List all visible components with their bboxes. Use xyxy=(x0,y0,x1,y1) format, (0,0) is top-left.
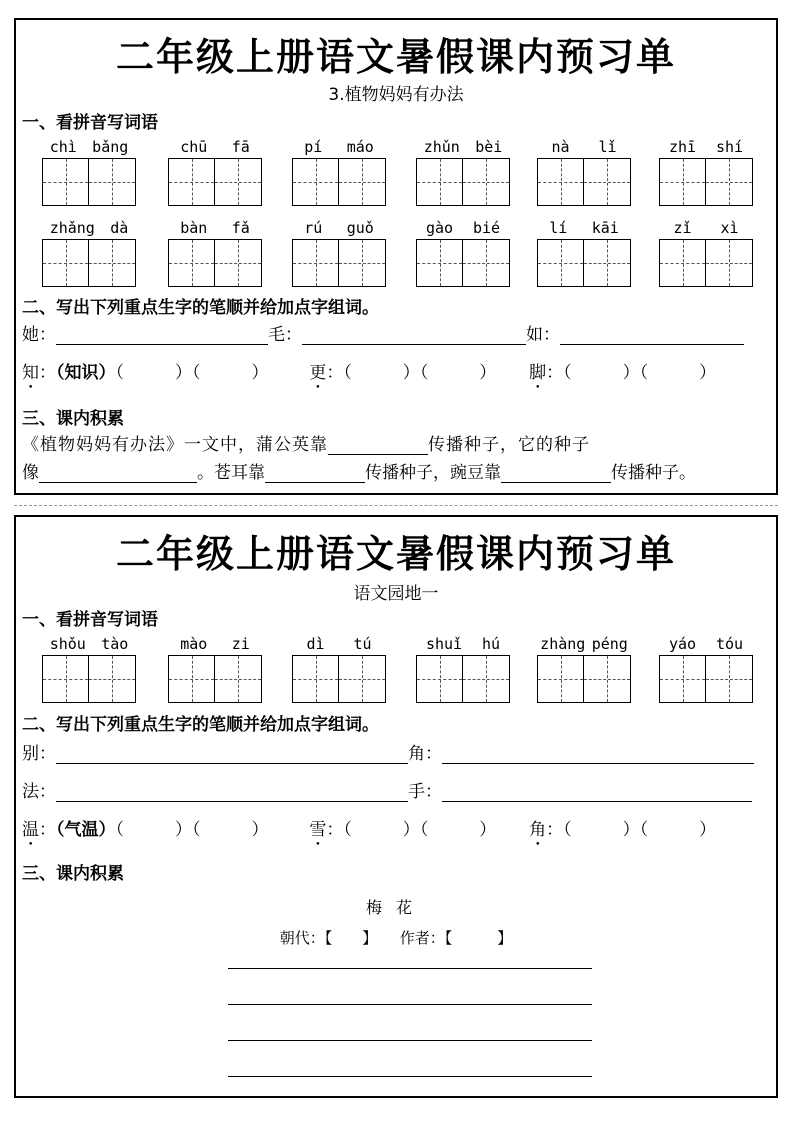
writing-cell[interactable] xyxy=(463,240,509,286)
pinyin-syllable: máo xyxy=(346,138,374,156)
dotted-char: 温 xyxy=(22,820,39,840)
writing-cell[interactable] xyxy=(169,159,215,205)
tianzige-grid xyxy=(292,655,386,703)
pinyin-syllable: zhǎng xyxy=(49,219,95,237)
tianzige-grid xyxy=(42,239,136,287)
tianzige-grid xyxy=(659,655,753,703)
writing-cell[interactable] xyxy=(417,159,463,205)
answer-paren[interactable]: （ ） xyxy=(639,363,717,383)
section-3-heading: 三、课内积累 xyxy=(22,864,124,884)
tianzige-grid xyxy=(659,239,753,287)
writing-cell[interactable] xyxy=(463,656,509,702)
writing-cell[interactable] xyxy=(417,656,463,702)
answer-blank[interactable] xyxy=(56,324,268,345)
answer-blank[interactable] xyxy=(442,743,754,764)
pinyin-syllable: zhī xyxy=(668,138,697,156)
stroke-order-row xyxy=(22,320,744,345)
pinyin-syllable: chū xyxy=(180,138,208,156)
stroke-char-label: 手： xyxy=(408,782,442,802)
pinyin-label xyxy=(416,138,510,156)
pinyin-label xyxy=(659,635,753,653)
writing-cell[interactable] xyxy=(339,159,385,205)
dotted-char: 角 xyxy=(529,820,547,840)
writing-cell[interactable] xyxy=(215,240,261,286)
pinyin-syllable: bǎng xyxy=(92,138,129,156)
dotted-char: 脚 xyxy=(529,363,547,383)
pinyin-syllable: mào xyxy=(180,635,208,653)
writing-cell[interactable] xyxy=(89,240,135,286)
pinyin-label xyxy=(168,635,262,653)
pinyin-syllable: gào xyxy=(425,219,454,237)
writing-cell[interactable] xyxy=(538,240,584,286)
writing-cell[interactable] xyxy=(169,656,215,702)
colon: ： xyxy=(39,820,56,840)
section-1-heading: 一、看拼音写词语 xyxy=(22,610,158,630)
stroke-char-label: 别： xyxy=(22,744,56,764)
writing-cell[interactable] xyxy=(463,159,509,205)
fill-text-line-2 xyxy=(22,458,696,483)
pinyin-label xyxy=(537,635,631,653)
tianzige-grid xyxy=(168,239,262,287)
colon: ： xyxy=(326,363,344,383)
section-3-heading: 三、课内积累 xyxy=(22,409,124,429)
pinyin-label xyxy=(537,219,631,237)
tianzige-grid xyxy=(42,655,136,703)
writing-cell[interactable] xyxy=(89,656,135,702)
poem-meta: 朝代：【 】 作者：【 】 xyxy=(279,929,513,947)
fill-text-line-1 xyxy=(22,430,590,455)
pinyin-syllable: dì xyxy=(306,635,325,653)
pinyin-row-1 xyxy=(16,635,776,705)
pinyin-syllable: péng xyxy=(591,635,628,653)
tianzige-grid xyxy=(292,239,386,287)
writing-cell[interactable] xyxy=(43,656,89,702)
worksheet-unit-1 xyxy=(14,515,778,1098)
writing-cell[interactable] xyxy=(43,159,89,205)
writing-cell[interactable] xyxy=(706,159,752,205)
pinyin-label xyxy=(292,138,386,156)
answer-blank[interactable] xyxy=(56,743,408,764)
tianzige-grid xyxy=(537,158,631,206)
tianzige-grid xyxy=(292,158,386,206)
answer-blank[interactable] xyxy=(560,324,744,345)
pinyin-label xyxy=(42,635,136,653)
pinyin-label xyxy=(168,219,262,237)
answer-paren[interactable]: （ ） xyxy=(343,820,420,840)
writing-cell[interactable] xyxy=(660,656,706,702)
poem-title: 梅花 xyxy=(365,898,426,917)
pinyin-syllable: bàn xyxy=(180,219,208,237)
page-title: 二年级上册语文暑假课内预习单 xyxy=(115,35,676,79)
section-2-heading: 二、写出下列重点生字的笔顺并给加点字组词。 xyxy=(22,715,379,735)
poem-answer-line[interactable] xyxy=(228,1004,592,1005)
writing-cell[interactable] xyxy=(169,240,215,286)
answer-paren[interactable]: （ ） xyxy=(192,820,269,840)
pinyin-syllable: tào xyxy=(101,635,129,653)
writing-cell[interactable] xyxy=(584,240,630,286)
writing-cell[interactable] xyxy=(706,240,752,286)
writing-cell[interactable] xyxy=(538,159,584,205)
answer-paren[interactable]: （ ） xyxy=(639,820,717,840)
tianzige-grid xyxy=(537,655,631,703)
tianzige-grid xyxy=(659,158,753,206)
pinyin-syllable: tóu xyxy=(715,635,744,653)
answer-blank[interactable] xyxy=(501,462,611,483)
tianzige-grid xyxy=(537,239,631,287)
pinyin-syllable: shǒu xyxy=(49,635,86,653)
writing-cell[interactable] xyxy=(293,240,339,286)
pinyin-syllable: tú xyxy=(353,635,372,653)
pinyin-syllable: shuǐ xyxy=(425,635,463,653)
tianzige-grid xyxy=(42,158,136,206)
section-2-heading: 二、写出下列重点生字的笔顺并给加点字组词。 xyxy=(22,298,379,318)
pinyin-label xyxy=(416,219,510,237)
writing-cell[interactable] xyxy=(538,656,584,702)
poem-answer-line[interactable] xyxy=(228,1076,592,1077)
poem-answer-line[interactable] xyxy=(228,968,592,969)
stroke-char-label: 角： xyxy=(408,744,442,764)
answer-blank[interactable] xyxy=(265,462,365,483)
tianzige-grid xyxy=(168,158,262,206)
writing-cell[interactable] xyxy=(293,159,339,205)
answer-paren[interactable]: （ ） xyxy=(419,363,497,383)
dotted-char: 更 xyxy=(309,363,327,383)
pinyin-syllable: dà xyxy=(110,219,129,237)
dotted-char: 雪 xyxy=(309,820,327,840)
pinyin-syllable: fā xyxy=(231,138,250,156)
answer-paren[interactable]: （ ） xyxy=(115,820,192,840)
writing-cell[interactable] xyxy=(339,240,385,286)
colon: ： xyxy=(546,363,564,383)
lesson-title: 语文园地一 xyxy=(353,584,439,604)
writing-cell[interactable] xyxy=(706,656,752,702)
fill-text: 传播种子，豌豆靠 xyxy=(365,463,501,483)
cut-line xyxy=(14,505,778,506)
writing-cell[interactable] xyxy=(293,656,339,702)
fill-text: 。苍耳靠 xyxy=(197,463,265,483)
pinyin-syllable: rú xyxy=(304,219,323,237)
pinyin-syllable: chì xyxy=(49,138,77,156)
pinyin-syllable: zǐ xyxy=(673,219,692,237)
page-title: 二年级上册语文暑假课内预习单 xyxy=(115,532,676,576)
pinyin-syllable: nà xyxy=(551,138,570,156)
writing-cell[interactable] xyxy=(215,159,261,205)
fill-text: 传播种子。 xyxy=(611,463,696,483)
stroke-char-label: 她： xyxy=(22,325,56,345)
example-word: （知识） xyxy=(56,363,116,383)
fill-text: 像 xyxy=(22,463,39,483)
worksheet-lesson-3 xyxy=(14,18,778,495)
pinyin-row-2 xyxy=(16,219,776,289)
pinyin-syllable: xì xyxy=(720,219,739,237)
answer-blank[interactable] xyxy=(39,462,197,483)
poem-answer-line[interactable] xyxy=(228,1040,592,1041)
answer-blank[interactable] xyxy=(442,781,752,802)
answer-paren[interactable]: （ ） xyxy=(192,363,269,383)
pinyin-syllable: zhǔn xyxy=(423,138,460,156)
pinyin-syllable: yáo xyxy=(668,635,697,653)
pinyin-label xyxy=(292,635,386,653)
colon: ： xyxy=(39,363,56,383)
answer-paren[interactable]: （ ） xyxy=(563,363,640,383)
pinyin-label xyxy=(292,219,386,237)
pinyin-syllable: lí xyxy=(549,219,568,237)
pinyin-syllable: zi xyxy=(231,635,250,653)
example-word: （气温） xyxy=(56,820,116,840)
pinyin-syllable: hú xyxy=(481,635,501,653)
colon: ： xyxy=(546,820,564,840)
answer-paren[interactable]: （ ） xyxy=(563,820,640,840)
section-1-heading: 一、看拼音写词语 xyxy=(22,113,158,133)
pinyin-label xyxy=(416,635,510,653)
fill-text: 传播种子，它的种子 xyxy=(428,435,590,455)
tianzige-grid xyxy=(416,239,510,287)
writing-cell[interactable] xyxy=(584,159,630,205)
pinyin-syllable: guǒ xyxy=(346,219,374,237)
answer-blank[interactable] xyxy=(328,434,428,455)
writing-cell[interactable] xyxy=(584,656,630,702)
stroke-order-row-1 xyxy=(22,739,754,764)
pinyin-label xyxy=(659,138,753,156)
word-group-row xyxy=(22,358,716,393)
stroke-order-row-2 xyxy=(22,777,752,802)
pinyin-syllable: pí xyxy=(304,138,323,156)
answer-paren[interactable]: （ ） xyxy=(115,363,192,383)
pinyin-syllable: fǎ xyxy=(231,219,250,237)
answer-paren[interactable]: （ ） xyxy=(343,363,420,383)
pinyin-syllable: kāi xyxy=(591,219,619,237)
pinyin-label xyxy=(537,138,631,156)
pinyin-label xyxy=(168,138,262,156)
answer-paren[interactable]: （ ） xyxy=(419,820,497,840)
answer-blank[interactable] xyxy=(302,324,526,345)
dotted-char: 知 xyxy=(22,363,39,383)
stroke-char-label: 毛： xyxy=(268,325,302,345)
writing-cell[interactable] xyxy=(660,240,706,286)
writing-cell[interactable] xyxy=(417,240,463,286)
pinyin-syllable: lǐ xyxy=(598,138,617,156)
writing-cell[interactable] xyxy=(339,656,385,702)
fill-text: 《植物妈妈有办法》一文中，蒲公英靠 xyxy=(22,435,328,455)
tianzige-grid xyxy=(416,655,510,703)
colon: ： xyxy=(326,820,344,840)
lesson-title: 3.植物妈妈有办法 xyxy=(328,85,464,105)
pinyin-label xyxy=(42,219,136,237)
writing-cell[interactable] xyxy=(89,159,135,205)
tianzige-grid xyxy=(416,158,510,206)
pinyin-syllable: bèi xyxy=(475,138,503,156)
writing-cell[interactable] xyxy=(215,656,261,702)
pinyin-label xyxy=(42,138,136,156)
stroke-char-label: 如： xyxy=(526,325,560,345)
stroke-char-label: 法： xyxy=(22,782,56,802)
pinyin-label xyxy=(659,219,753,237)
answer-blank[interactable] xyxy=(56,781,408,802)
tianzige-grid xyxy=(168,655,262,703)
pinyin-syllable: bié xyxy=(472,219,501,237)
pinyin-syllable: shí xyxy=(715,138,744,156)
word-group-row xyxy=(22,815,716,850)
writing-cell[interactable] xyxy=(660,159,706,205)
writing-cell[interactable] xyxy=(43,240,89,286)
pinyin-syllable: zhàng xyxy=(540,635,586,653)
pinyin-row-1 xyxy=(16,138,776,208)
